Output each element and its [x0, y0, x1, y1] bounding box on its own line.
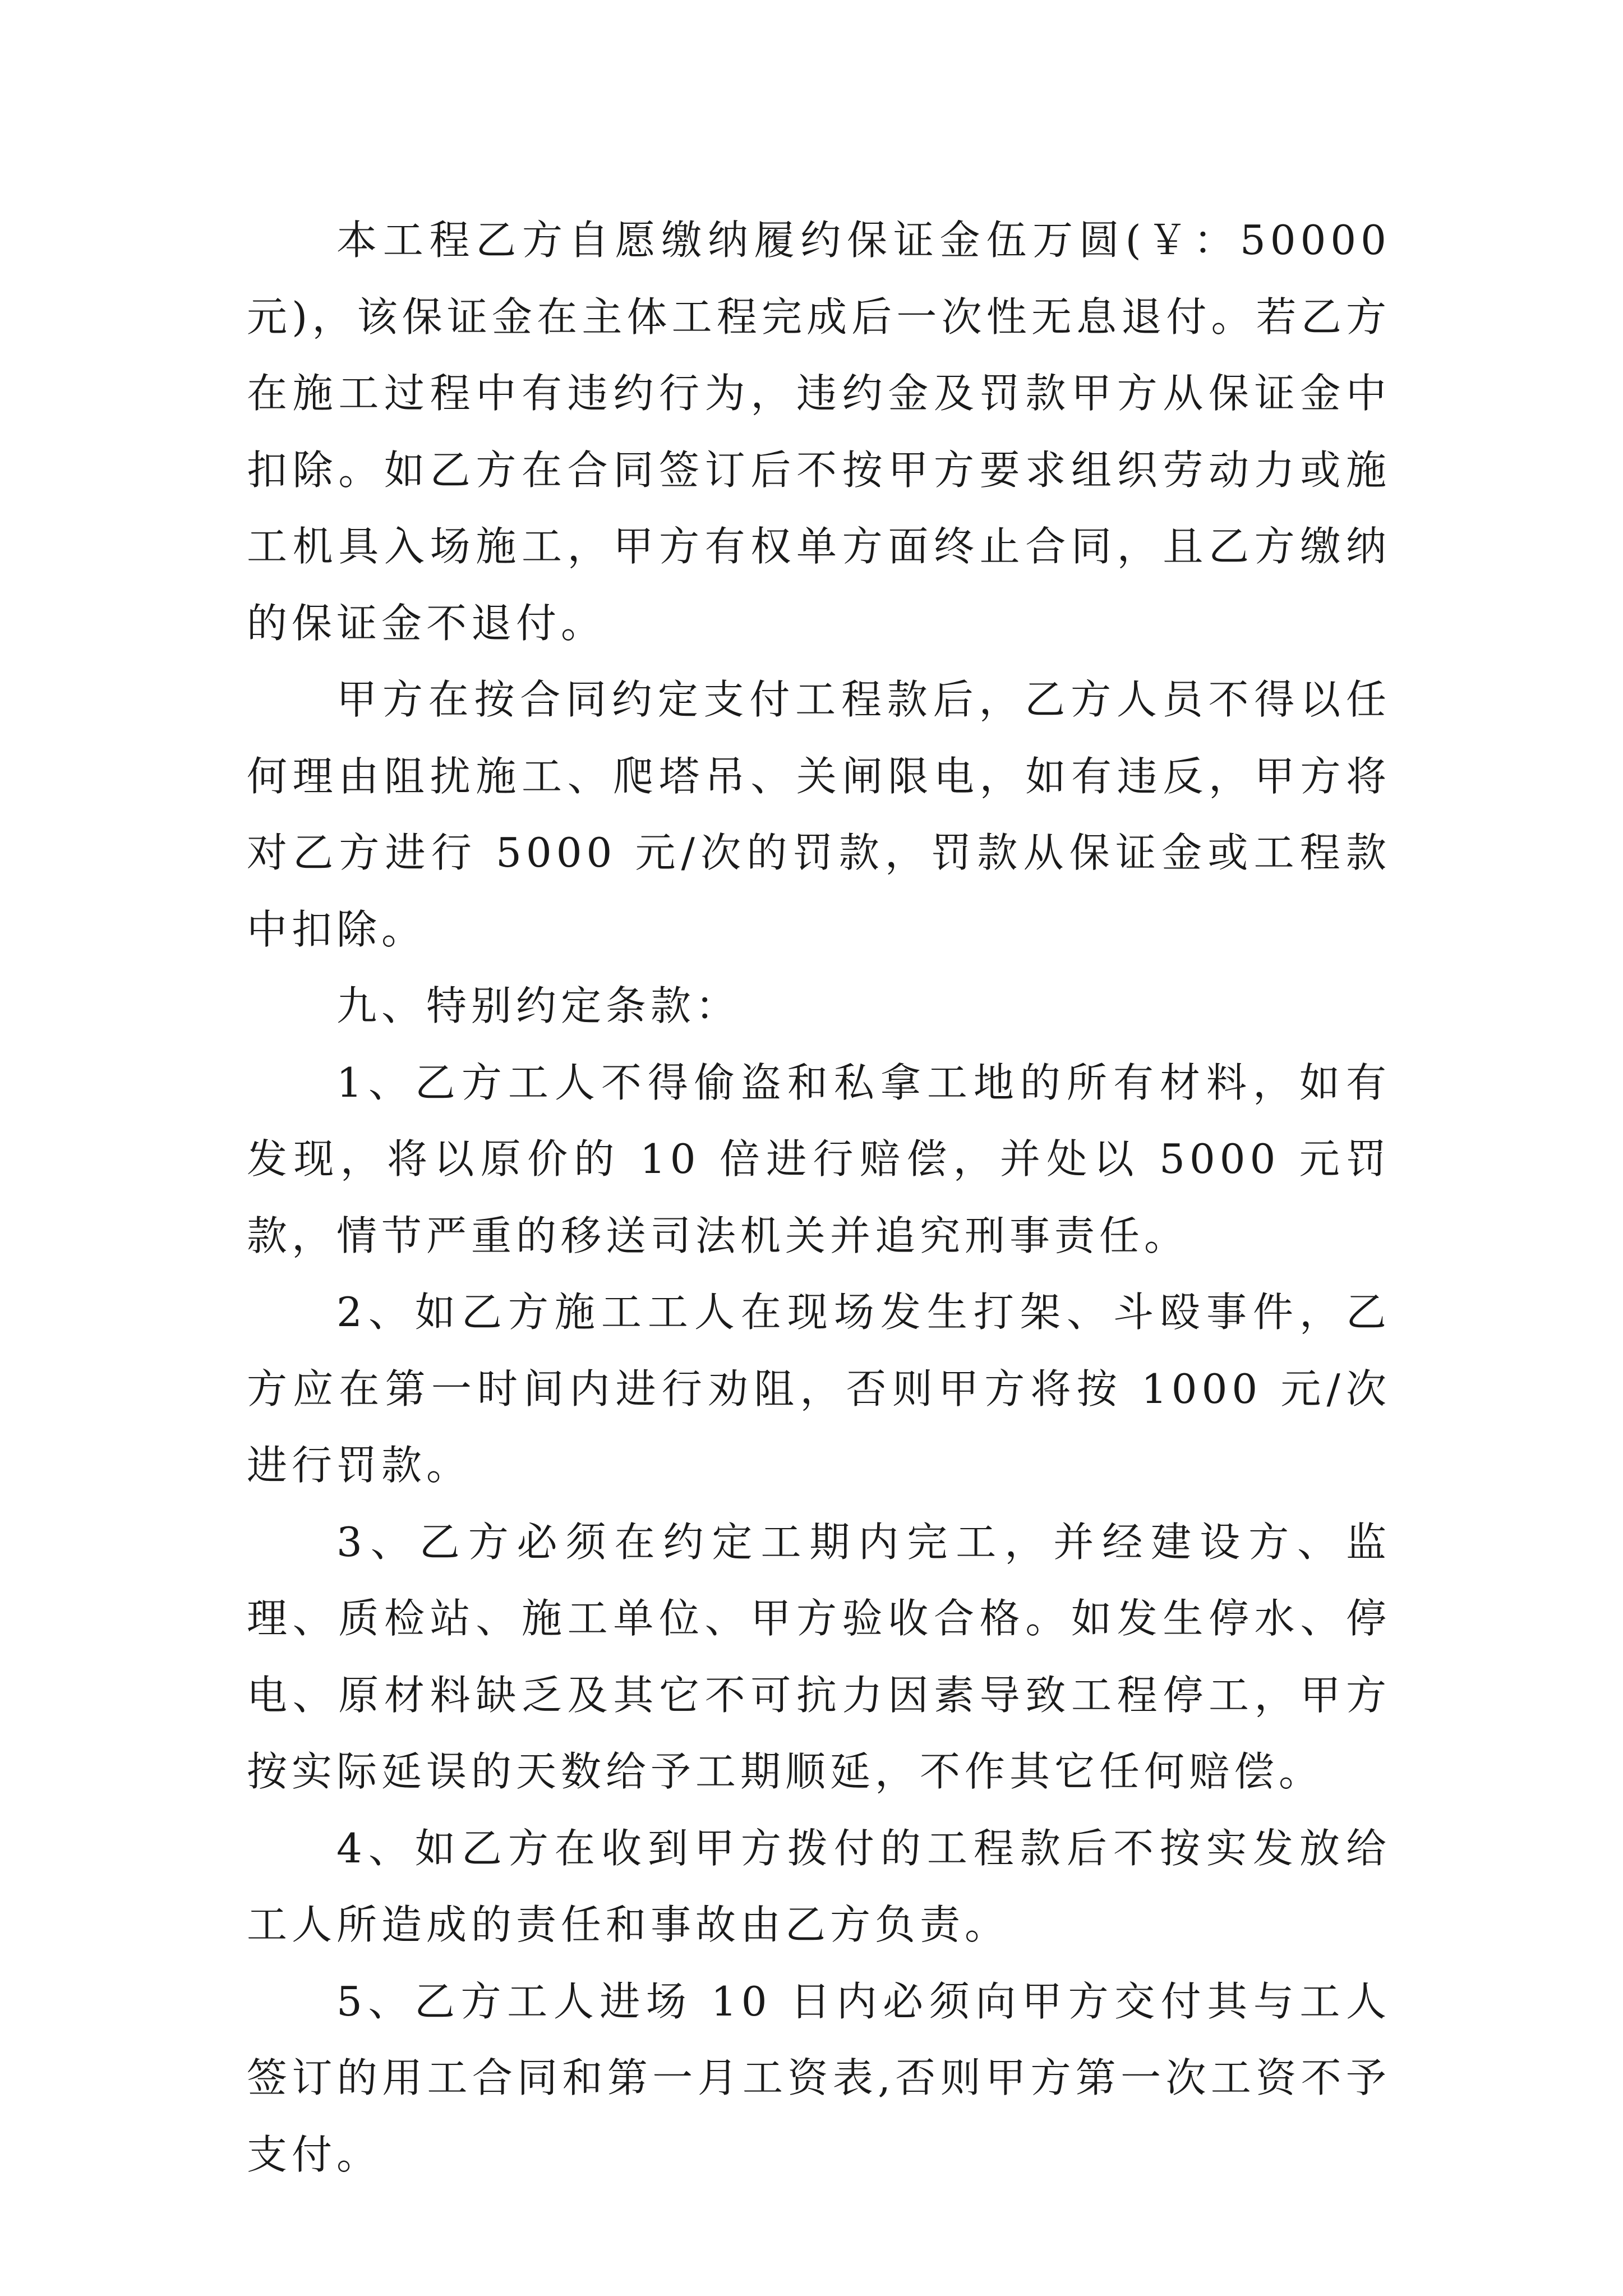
paragraph-payment-obstruction: 甲方在按合同约定支付工程款后，乙方人员不得以任何理由阻扰施工、爬塔吊、关闸限电，如有违反，甲方将对乙方进行 5000 元/次的罚款，罚款从保证金或工程款中扣除。: [247, 676, 1391, 953]
clause-2-fighting: 2、如乙方施工工人在现场发生打架、斗殴事件，乙方应在第一时间内进行劝阻，否则甲方将按 1000 元/次进行罚款。: [247, 1289, 1391, 1489]
clause-1-theft: 1、乙方工人不得偷盗和私拿工地的所有材料，如有发现，将以原价的 10 倍进行赔偿，并处以 5000 元罚款，情节严重的移送司法机关并追究刑事责任。: [247, 1059, 1391, 1259]
paragraph-performance-bond: 本工程乙方自愿缴纳履约保证金伍万圆(￥：50000 元)，该保证金在主体工程完成后一次性无息退付。若乙方在施工过程中有违约行为，违约金及罚款甲方从保证金中扣除。如乙方在合同签订后不按甲方要求组织劳动力或施工机具入场施工，甲方有权单方面终止合同，且乙方缴纳的保证金不退付。: [247, 217, 1391, 647]
clause-4-wages: 4、如乙方在收到甲方拨付的工程款后不按实发放给工人所造成的责任和事故由乙方负责。: [247, 1824, 1391, 1948]
document-body: [247, 202, 1391, 2193]
section-heading-special-terms: 九、特别约定条款：: [336, 982, 741, 1029]
clause-5-contracts: 5、乙方工人进场 10 日内必须向甲方交付其与工人签订的用工合同和第一月工资表,否则甲方第一次工资不予支付。: [247, 1977, 1391, 2178]
clause-3-completion: 3、乙方必须在约定工期内完工，并经建设方、监理、质检站、施工单位、甲方验收合格。如发生停水、停电、原材料缺乏及其它不可抗力因素导致工程停工，甲方按实际延误的天数给予工期顺延，不作其它任何赔偿。: [247, 1518, 1391, 1795]
